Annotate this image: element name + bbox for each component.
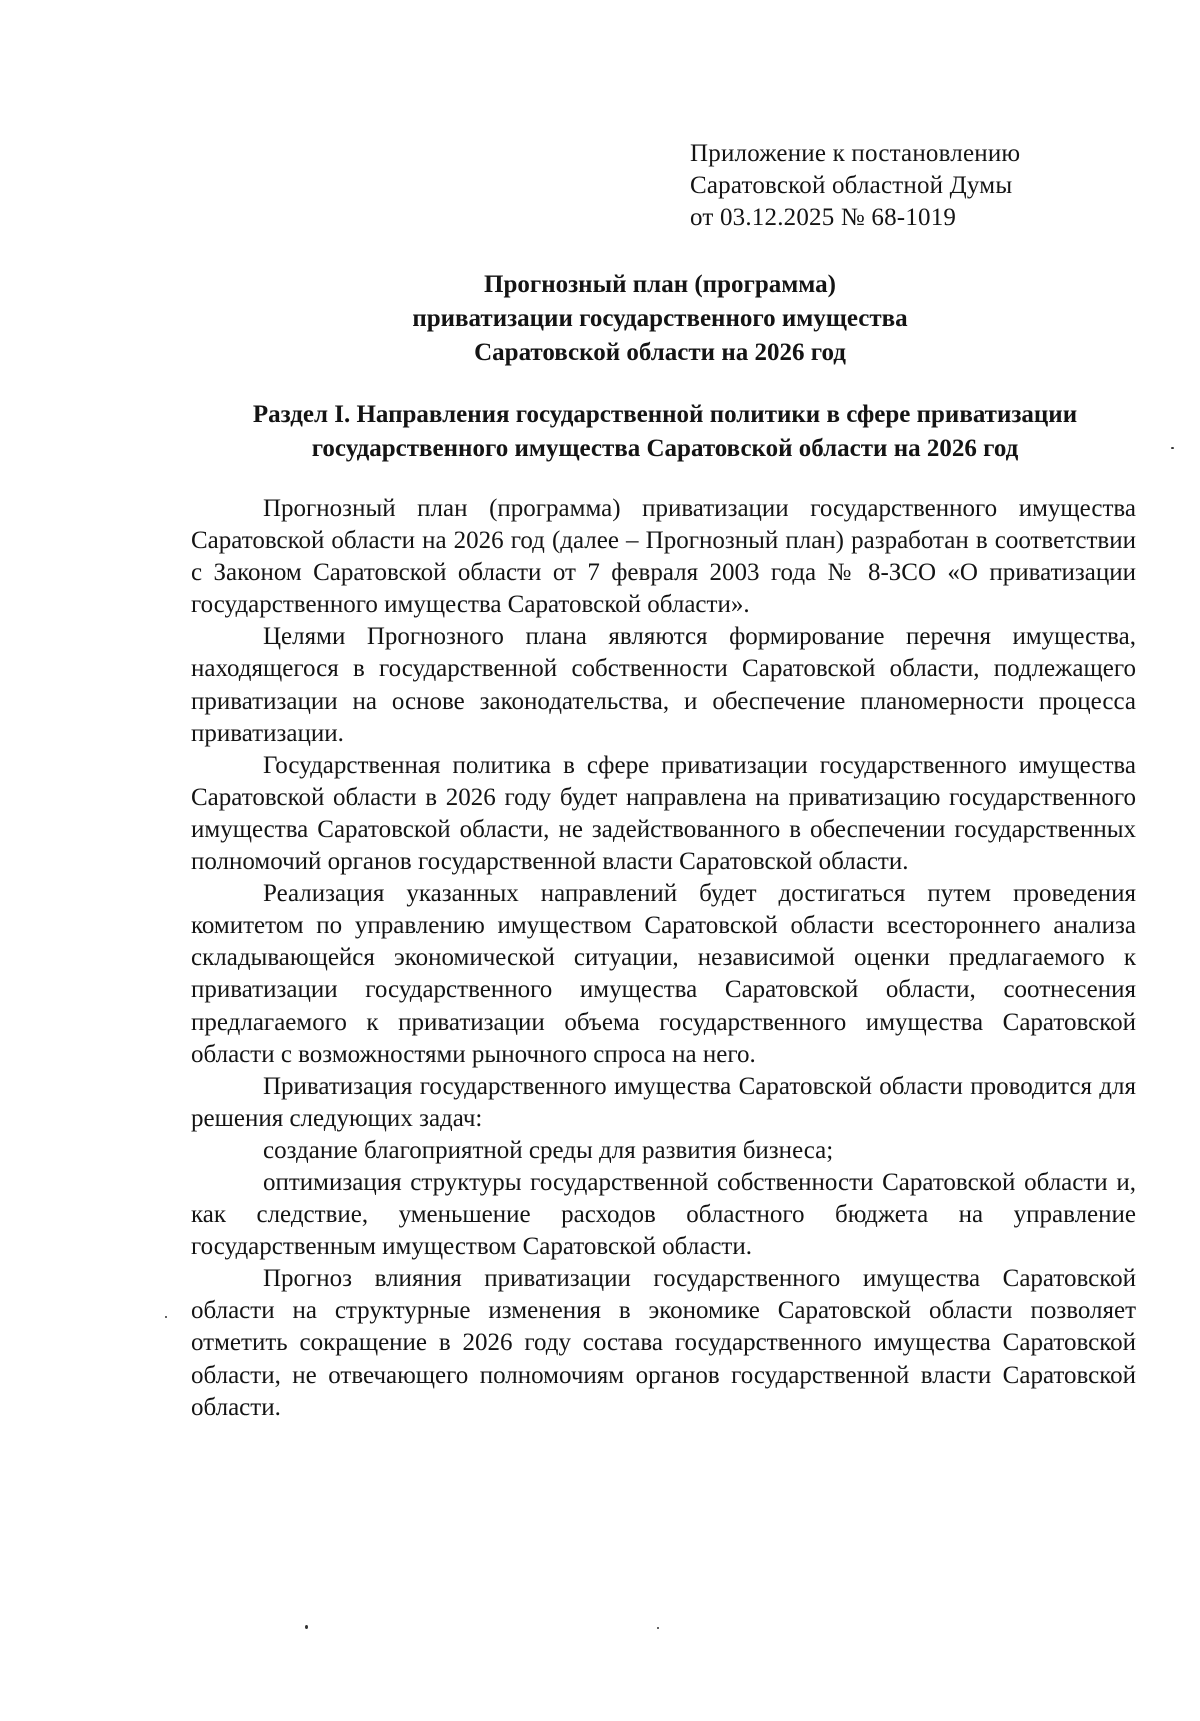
annex-line-1: Приложение к постановлению xyxy=(690,140,1021,167)
annex-line-2: Саратовской областной Думы xyxy=(690,172,1013,199)
annex-header xyxy=(690,138,1020,234)
title-line-2: приватизации государственного имущества xyxy=(412,305,908,332)
section-line-1: Раздел I. Направления государственной политики в сфере приватизации xyxy=(252,401,1078,428)
scan-speck xyxy=(1171,447,1174,449)
document-title xyxy=(160,268,1160,370)
paragraph: Прогнозный план (программа) приватизации государственного имущества Саратовской области на 2026 год (далее – Прогнозный план) разработан в соответствии с Законом Саратовской области от 7 февраля 2003 года № 8-ЗСО «О приватизации государственного имущества Саратовской области». xyxy=(191,495,1136,619)
scan-speck xyxy=(657,1627,659,1629)
title-line-3: Саратовской области на 2026 год xyxy=(474,339,846,366)
list-item: создание благоприятной среды для развития бизнеса; xyxy=(263,1136,834,1164)
paragraph: Реализация указанных направлений будет достигаться путем проведения комитетом по управлению имуществом Саратовской области всестороннего анализа складывающейся экономической ситуации, независимой оценки предлагаемого к приватизации государственного имущества Саратовской области, соотнесения предлагаемого к приватизации объема государственного имущества Саратовской области с возможностями рыночного спроса на него. xyxy=(191,880,1136,1068)
document-body xyxy=(191,493,1136,1424)
paragraph: Целями Прогнозного плана являются формирование перечня имущества, находящегося в государственной собственности Саратовской области, подлежащего приватизации на основе законодательства, и обеспечение планомерности процесса приватизации. xyxy=(191,623,1136,747)
title-line-1: Прогнозный план (программа) xyxy=(484,271,836,298)
list-item: оптимизация структуры государственной собственности Саратовской области и, как следствие, уменьшение расходов областного бюджета на управление государственным имуществом Саратовской области. xyxy=(191,1168,1136,1261)
scan-speck xyxy=(165,1316,167,1318)
section-line-2: государственного имущества Саратовской области на 2026 год xyxy=(311,435,1019,462)
paragraph: Государственная политика в сфере приватизации государственного имущества Саратовской области в 2026 году будет направлена на приватизацию государственного имущества Саратовской области, не задействованного в обеспечении государственных полномочий органов государственной власти Саратовской области. xyxy=(191,751,1136,876)
section-heading xyxy=(190,398,1140,466)
paragraph: Приватизация государственного имущества Саратовской области проводится для решения следующих задач: xyxy=(191,1072,1136,1132)
paragraph: Прогноз влияния приватизации государственного имущества Саратовской области на структурные изменения в экономике Саратовской области позволяет отметить сокращение в 2026 году состава государственного имущества Саратовской области, не отвечающего полномочиям органов государственной власти Саратовской области. xyxy=(191,1265,1136,1421)
scan-speck xyxy=(305,1625,308,1629)
annex-line-3: от 03.12.2025 № 68-1019 xyxy=(690,204,957,231)
